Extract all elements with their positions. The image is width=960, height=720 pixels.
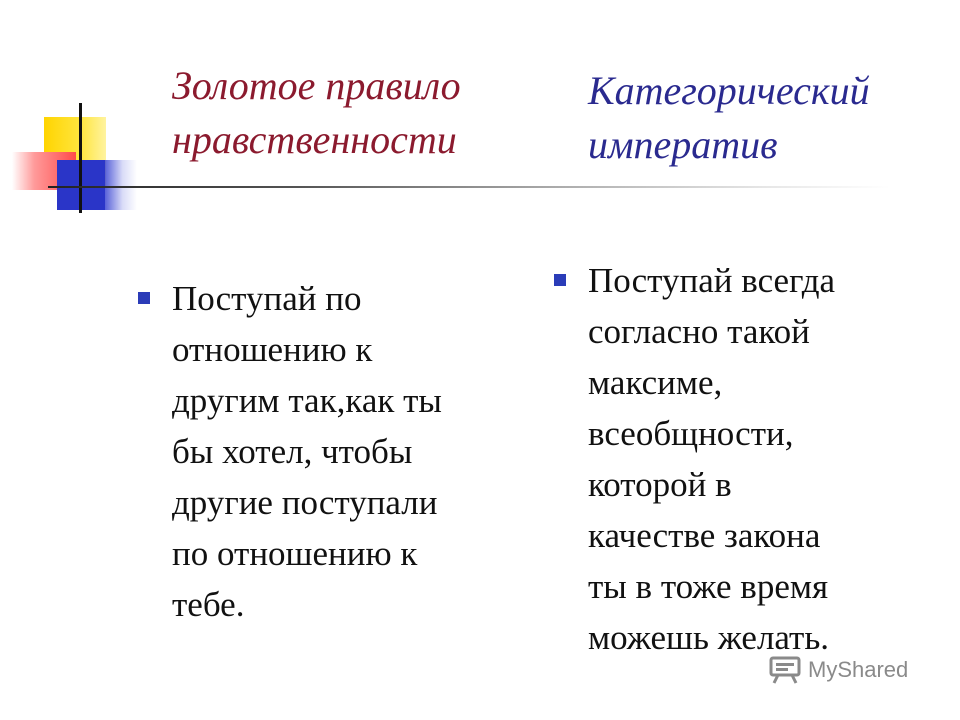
presentation-board-icon bbox=[768, 655, 802, 685]
bullet-line: которой в bbox=[588, 465, 732, 504]
deco-blue-fade bbox=[105, 160, 137, 210]
bullet-line: другим так,как ты bbox=[172, 381, 442, 420]
bullet-line: по отношению к bbox=[172, 534, 418, 573]
bullet-line: Поступай всегда bbox=[588, 261, 836, 300]
bullet-line: максиме, bbox=[588, 363, 723, 402]
bullet-line: согласно такой bbox=[588, 312, 810, 351]
bullet-line: ты в тоже время bbox=[588, 567, 829, 606]
heading-line: императив bbox=[588, 122, 778, 167]
heading-categorical-imperative bbox=[588, 64, 870, 172]
heading-line: Золотое правило bbox=[172, 63, 461, 108]
heading-line: Категорический bbox=[588, 68, 870, 113]
bullet-line: другие поступали bbox=[172, 483, 438, 522]
bullet-line: всеобщности, bbox=[588, 414, 794, 453]
bullet-line: качестве закона bbox=[588, 516, 821, 555]
bullet-categorical-imperative-text bbox=[588, 255, 835, 663]
bullet-square-icon bbox=[554, 274, 566, 286]
bullet-line: бы хотел, чтобы bbox=[172, 432, 413, 471]
bullet-line: Поступай по bbox=[172, 279, 362, 318]
bullet-line: отношению к bbox=[172, 330, 373, 369]
bullet-square-icon bbox=[138, 292, 150, 304]
heading-golden-rule bbox=[172, 59, 461, 167]
watermark-text: MyShared bbox=[808, 657, 909, 682]
bullet-line: можешь желать. bbox=[588, 618, 830, 657]
title-divider-line bbox=[48, 186, 890, 188]
heading-line: нравственности bbox=[172, 117, 457, 162]
bullet-line: тебе. bbox=[172, 585, 245, 624]
myshared-watermark bbox=[768, 655, 908, 685]
deco-vertical-line bbox=[79, 103, 82, 213]
bullet-golden-rule-text bbox=[172, 273, 442, 630]
